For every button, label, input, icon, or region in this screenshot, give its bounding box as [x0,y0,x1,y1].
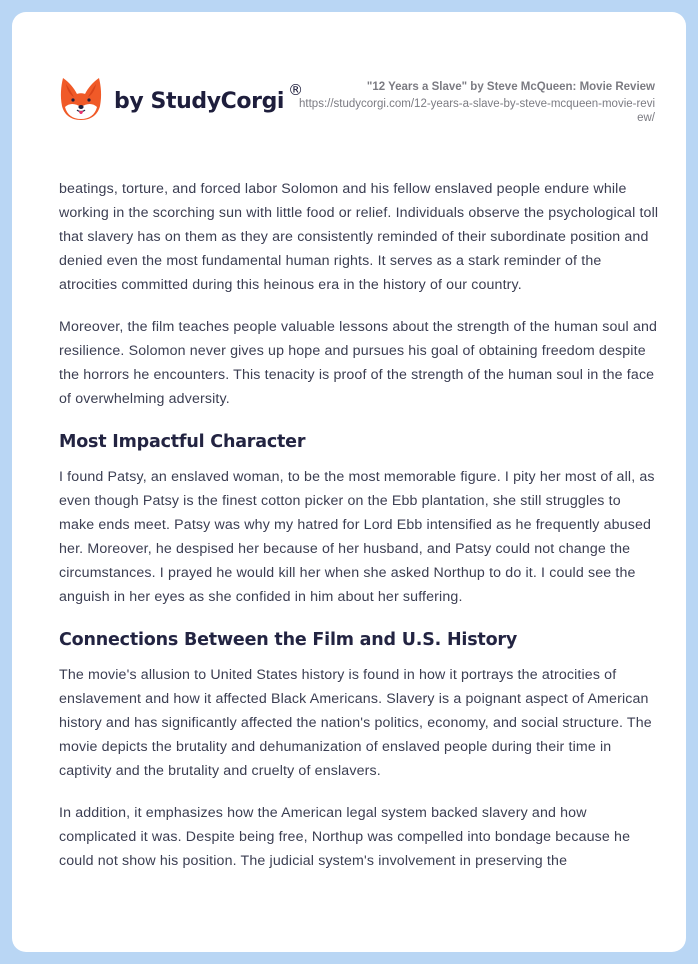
registered-mark: ® [288,81,304,99]
paragraph: I found Patsy, an enslaved woman, to be the most memorable figure. I pity her most of all, as even though Patsy is the finest cotton picker on the Ebb plantation, she still struggles to make ends meet. Patsy was why my hatred for Lord Ebb intensified as he frequently abused her. Moreover, he despised her because of her husband, and Patsy could not change the circumstances. I prayed he would kill her when she asked Northup to do it. I could see the anguish in her eyes as she confided in him about her suffering. [59,469,655,605]
article-url[interactable]: https://studycorgi.com/12-years-a-slave-by-steve-mcqueen-movie-review/ [299,98,655,124]
article-meta [295,80,655,125]
section-heading: Connections Between the Film and U.S. History [59,630,518,650]
studycorgi-logo[interactable] [60,76,303,122]
logo-wordmark: by StudyCorgi [114,88,285,114]
paragraph: beatings, torture, and forced labor Solomon and his fellow enslaved people endure while working in the scorching sun with little food or relief. Individuals observe the psychological toll that slavery has on them as they are consistently reminded of their subordinate position and denied even the most fundamental human rights. It serves as a stark reminder of the atrocities committed during this heinous era in the history of our country. [59,181,659,293]
paragraph: Moreover, the film teaches people valuable lessons about the strength of the human soul and resilience. Solomon never gives up hope and pursues his goal of obtaining freedom despite the horrors he encounters. This tenacity is proof of the strength of the human soul in the face of overwhelming adversity. [59,319,658,407]
corgi-logo-icon [60,76,102,122]
document-card [12,12,686,952]
article-title: "12 Years a Slave" by Steve McQueen: Movie Review [366,81,655,93]
paragraph: The movie's allusion to United States history is found in how it portrays the atrocities of enslavement and how it affected Black Americans. Slavery is a poignant aspect of American history and has significantly affected the nation's politics, economy, and social structure. The movie depicts the brutality and dehumanization of enslaved people during their time in captivity and the brutality and cruelty of enslavers. [59,667,652,779]
page-header [12,12,686,162]
article-body [59,177,659,891]
section-heading: Most Impactful Character [59,432,306,452]
paragraph: In addition, it emphasizes how the American legal system backed slavery and how complicated it was. Despite being free, Northup was compelled into bondage because he could not show his position. The judicial system's involvement in preserving the [59,805,631,869]
